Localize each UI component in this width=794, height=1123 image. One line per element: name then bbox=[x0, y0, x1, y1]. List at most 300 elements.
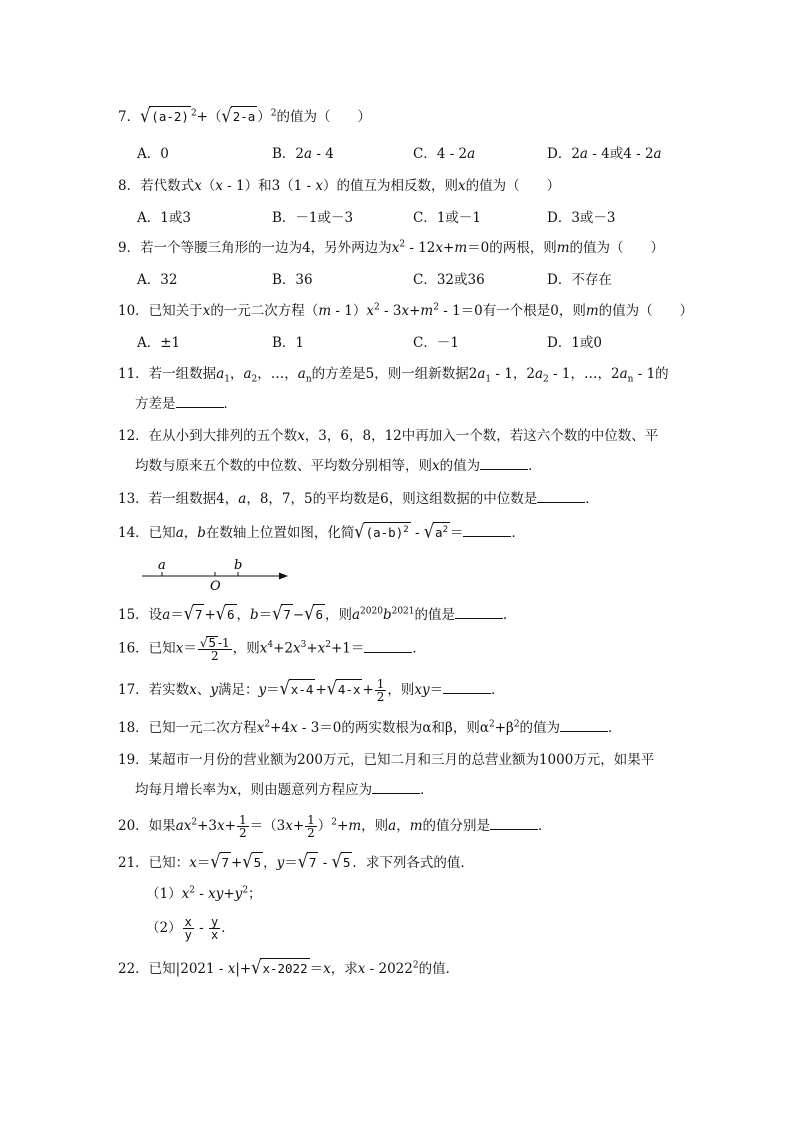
var-a: a bbox=[351, 607, 361, 623]
numerator: y bbox=[210, 915, 219, 929]
var-m: m bbox=[585, 303, 599, 319]
q12-text: ，3，6，8，12中再加入一个数，若这六个数的中位数、平 bbox=[304, 428, 659, 444]
var-x: x bbox=[317, 640, 326, 657]
fraction bbox=[237, 814, 249, 839]
q18-text: +β bbox=[494, 720, 514, 736]
q7-radicand-2: 2-a bbox=[231, 106, 258, 127]
q22-text: 的值． bbox=[418, 961, 460, 977]
question-19-line2 bbox=[135, 780, 434, 800]
var-x: x bbox=[289, 720, 298, 736]
var-m: m bbox=[420, 303, 434, 319]
question-11-line2 bbox=[135, 394, 237, 414]
question-15 bbox=[118, 604, 517, 625]
radicand: 5 bbox=[208, 635, 216, 650]
radical-icon: √ bbox=[304, 602, 315, 625]
q19-text: ． bbox=[420, 782, 434, 798]
q14-radicand-2 bbox=[433, 522, 450, 543]
sub: 1 bbox=[485, 374, 492, 385]
q22-text: 22．已知|2021 - bbox=[118, 961, 228, 977]
q12-text: 的值为 bbox=[439, 458, 481, 474]
q21-text: - bbox=[318, 855, 332, 871]
var-a: a bbox=[243, 366, 252, 382]
q12-text: 12．在从小到大排列的五个数 bbox=[118, 428, 298, 444]
question-16 bbox=[118, 636, 426, 662]
var-x: x bbox=[357, 961, 366, 977]
answer-blank[interactable] bbox=[480, 457, 528, 470]
exp: 2 bbox=[191, 817, 198, 828]
exp: 2 bbox=[513, 719, 520, 730]
label-origin: O bbox=[210, 579, 221, 592]
q21-text: ．求下列各式的值． bbox=[352, 855, 474, 871]
q14-text: ＝ bbox=[449, 525, 464, 541]
q21-text: 21．已知： bbox=[118, 855, 190, 871]
q11-text: 方差是 bbox=[135, 396, 176, 412]
answer-blank[interactable] bbox=[443, 681, 491, 694]
q21-text: + bbox=[231, 855, 243, 871]
var-m: m bbox=[409, 818, 423, 834]
radicand: 7 bbox=[281, 604, 293, 625]
radical-icon: √ bbox=[210, 850, 221, 873]
q18-text: ． bbox=[608, 720, 622, 736]
var-b: b bbox=[250, 607, 259, 623]
var-x: x bbox=[315, 178, 324, 194]
q10-text: - 1） bbox=[331, 303, 367, 319]
q7-option-b[interactable] bbox=[272, 144, 334, 164]
q22-text: |+ bbox=[235, 961, 252, 977]
var-m: m bbox=[348, 818, 362, 834]
var-a: a bbox=[388, 818, 397, 834]
exp: 2 bbox=[488, 719, 495, 730]
radicand: x-2022 bbox=[260, 958, 309, 979]
q15-text: ，则 bbox=[324, 607, 352, 623]
q21-text: - bbox=[194, 886, 209, 902]
q8-text: （ bbox=[201, 178, 216, 194]
denominator: 2 bbox=[307, 826, 315, 840]
answer-blank[interactable] bbox=[364, 640, 412, 653]
radicand: x-4 bbox=[289, 679, 316, 700]
q10-option-b[interactable]: B．1 bbox=[272, 335, 305, 351]
numerator: x bbox=[184, 915, 192, 929]
sub: 1 bbox=[224, 374, 230, 385]
radical-icon: √ bbox=[326, 677, 337, 700]
question-20 bbox=[118, 814, 552, 839]
radical-icon: √ bbox=[140, 104, 151, 127]
exp: 2020 bbox=[360, 606, 383, 617]
denominator: 2 bbox=[238, 826, 247, 840]
radical-icon: √ bbox=[183, 602, 194, 625]
q9-text: - 12 bbox=[405, 240, 436, 256]
q20-text: 20．如果 bbox=[118, 818, 176, 834]
var-x: x bbox=[227, 961, 236, 977]
q15-text: 的值是 bbox=[414, 607, 455, 623]
q19-text: ，则由题意列方程应为 bbox=[237, 782, 373, 798]
q11-text: 的方差是5，则一组新数据2 bbox=[311, 366, 478, 382]
radicand-text: (a-b) bbox=[365, 525, 404, 540]
radical-icon: √ bbox=[279, 677, 290, 700]
exp: 2 bbox=[242, 885, 249, 896]
q21-text: ； bbox=[248, 886, 262, 902]
opt-text: C．4 - 2 bbox=[413, 146, 468, 162]
question-21-part2 bbox=[146, 916, 235, 941]
question-19 bbox=[118, 750, 654, 770]
q7-option-a[interactable]: A．0 bbox=[137, 146, 169, 162]
var-xy: xy bbox=[414, 682, 430, 698]
var-x: x bbox=[202, 303, 211, 319]
q10-option-a[interactable]: A．±1 bbox=[137, 335, 181, 351]
var-a: a bbox=[175, 818, 184, 834]
q7-exp-2: 2 bbox=[270, 108, 277, 119]
q7-option-c[interactable] bbox=[413, 144, 475, 164]
q17-text: ，则 bbox=[387, 682, 415, 698]
var-a: a bbox=[216, 366, 225, 382]
var-x: x bbox=[323, 961, 331, 977]
var-y: y bbox=[276, 855, 285, 871]
radicand: 5 bbox=[252, 852, 264, 873]
exp: 4 bbox=[267, 640, 274, 650]
var-x: x bbox=[175, 640, 184, 657]
q22-text: ，求 bbox=[330, 961, 358, 977]
q16-text: ． bbox=[412, 640, 426, 657]
part-label: （1） bbox=[146, 886, 182, 902]
q8-option-d[interactable]: D．3或－3 bbox=[547, 210, 616, 226]
q8-text: - 1）和3（1 - bbox=[222, 178, 316, 194]
q11-text: ， bbox=[229, 366, 244, 382]
exp: 2 bbox=[403, 524, 409, 535]
radicand: 6 bbox=[225, 604, 237, 625]
q9-text: ＝0的两根，则 bbox=[467, 240, 557, 256]
q13-text: 13．若一组数据4， bbox=[118, 491, 239, 507]
var-x: x bbox=[217, 818, 225, 834]
var-xy: xy bbox=[208, 886, 224, 902]
radical-icon: √ bbox=[423, 520, 435, 543]
q14-text: ， bbox=[183, 525, 198, 541]
question-10 bbox=[118, 301, 693, 321]
var-x: x bbox=[215, 178, 223, 194]
exp: 2 bbox=[412, 960, 419, 971]
numerator: 1 bbox=[307, 813, 315, 827]
var-a: a bbox=[477, 366, 486, 382]
q20-text: + bbox=[337, 818, 349, 834]
radicand: 7 bbox=[193, 604, 205, 625]
var-y: y bbox=[258, 682, 267, 698]
opt-text: D．2 bbox=[547, 146, 580, 162]
answer-blank[interactable] bbox=[455, 606, 503, 619]
radical-icon: √ bbox=[251, 956, 262, 979]
answer-blank[interactable] bbox=[490, 817, 538, 830]
denominator: y bbox=[184, 928, 192, 942]
radical-icon: √ bbox=[215, 602, 226, 625]
exp: 2 bbox=[189, 885, 195, 896]
q13-text: ，8，7，5的平均数是6，则这组数据的中位数是 bbox=[246, 491, 538, 507]
q8-option-a[interactable]: A．1或3 bbox=[137, 210, 191, 226]
q20-text: ． bbox=[538, 818, 552, 834]
var-x: x bbox=[229, 782, 238, 798]
q7-radicand: (a-2) bbox=[149, 106, 191, 127]
answer-blank[interactable] bbox=[372, 781, 420, 794]
exp: 2 bbox=[373, 302, 380, 313]
var-x: x bbox=[366, 303, 374, 319]
q16-text: +2 bbox=[273, 640, 293, 657]
question-12-line2 bbox=[135, 456, 542, 476]
opt-text: B．2 bbox=[272, 146, 305, 162]
q7-text: +（ bbox=[196, 109, 222, 125]
q21-text: ＝ bbox=[284, 855, 298, 871]
answer-blank[interactable] bbox=[560, 719, 608, 732]
q17-text: + bbox=[362, 682, 374, 698]
fraction bbox=[375, 678, 387, 703]
q20-text: ，则 bbox=[361, 818, 389, 834]
question-13 bbox=[118, 489, 599, 509]
var-x: x bbox=[285, 818, 293, 834]
label-a: a bbox=[158, 558, 166, 573]
question-14 bbox=[118, 522, 525, 543]
exp: 2 bbox=[442, 524, 448, 535]
q11-text: - 1的 bbox=[633, 366, 669, 382]
q15-text: ． bbox=[503, 607, 517, 623]
q16-text: +1＝ bbox=[331, 640, 365, 657]
q17-text: + bbox=[315, 682, 327, 698]
answer-blank[interactable] bbox=[176, 395, 224, 408]
exp: 2 bbox=[331, 817, 337, 828]
q21-text: + bbox=[223, 886, 235, 902]
var-b: b bbox=[197, 525, 206, 541]
fraction bbox=[198, 636, 232, 662]
q13-text: ． bbox=[585, 491, 599, 507]
q17-text: ＝ bbox=[429, 682, 444, 698]
var-x: x bbox=[435, 240, 443, 256]
number-line-figure bbox=[140, 556, 300, 592]
var-m: m bbox=[318, 303, 332, 319]
fraction bbox=[209, 916, 220, 941]
exp: 3 bbox=[300, 640, 307, 650]
answer-blank[interactable] bbox=[537, 490, 585, 503]
var-x: x bbox=[189, 682, 197, 698]
var-y: y bbox=[234, 886, 243, 902]
question-12 bbox=[118, 426, 658, 446]
part-label: （2） bbox=[146, 920, 182, 936]
q10-text: + bbox=[409, 303, 421, 319]
q19-text: 19．某超市一月份的营业额为200万元，已知二月和三月的总营业额为1000万元，如果平 bbox=[118, 752, 655, 768]
var-x: x bbox=[256, 720, 265, 736]
q17-text: 17．若实数 bbox=[118, 682, 190, 698]
q7-exp: 2 bbox=[190, 108, 197, 119]
numerator: 1 bbox=[376, 677, 385, 691]
q21-text: ． bbox=[221, 920, 235, 936]
q14-text: 14．已知 bbox=[118, 525, 176, 541]
radical-icon: √ bbox=[331, 850, 342, 873]
numerator-rest: -1 bbox=[218, 636, 230, 650]
radicand: 5 bbox=[341, 852, 353, 873]
q7-number: 7． bbox=[118, 109, 141, 125]
opt-var: a bbox=[579, 146, 588, 162]
q8-text: ）的值互为相反数，则 bbox=[323, 178, 459, 194]
denominator: 2 bbox=[376, 690, 385, 704]
q7-text-3: 的值为（ ） bbox=[276, 109, 371, 125]
q9-option-b[interactable]: B．36 bbox=[272, 272, 313, 288]
var-b: b bbox=[382, 607, 392, 623]
q20-text: 的值分别是 bbox=[422, 818, 490, 834]
q22-text: - 2022 bbox=[365, 961, 413, 977]
radical-icon: √ bbox=[242, 850, 253, 873]
var-x: x bbox=[181, 886, 190, 902]
q20-text: +3 bbox=[197, 818, 218, 834]
radicand: 7 bbox=[307, 852, 319, 873]
q20-text: + bbox=[224, 818, 236, 834]
var-y: y bbox=[210, 682, 218, 698]
q17-text: ． bbox=[491, 682, 505, 698]
q10-text: 10．已知关于 bbox=[118, 303, 203, 319]
q16-text: ＝ bbox=[183, 640, 197, 657]
q17-text: ＝ bbox=[266, 682, 280, 698]
var-a: a bbox=[162, 607, 171, 623]
q12-text: ． bbox=[528, 458, 542, 474]
question-18 bbox=[118, 718, 622, 738]
q15-text: 15．设 bbox=[118, 607, 163, 623]
q14-radicand bbox=[364, 522, 411, 543]
var-a: a bbox=[534, 366, 544, 382]
radicand: 6 bbox=[313, 604, 325, 625]
answer-blank[interactable] bbox=[463, 524, 511, 537]
q10-text: 的一元二次方程（ bbox=[210, 303, 319, 319]
q14-text: - bbox=[410, 525, 424, 541]
q15-text: ＝ bbox=[170, 607, 184, 623]
q15-text: ， bbox=[236, 607, 251, 623]
q19-text: 均每月增长率为 bbox=[135, 782, 230, 798]
q7-option-d[interactable] bbox=[547, 144, 662, 164]
q20-text: + bbox=[292, 818, 305, 834]
q10-option-c[interactable]: C．－1 bbox=[413, 335, 459, 351]
opt-var: a bbox=[467, 146, 476, 162]
var-a: a bbox=[297, 366, 306, 382]
q11-text: ． bbox=[223, 396, 237, 412]
q18-text: - 3＝0的两实数根为α和β，则α bbox=[297, 720, 489, 736]
exp: 2 bbox=[325, 640, 331, 650]
question-17 bbox=[118, 678, 505, 703]
radicand-text: a bbox=[435, 525, 443, 540]
q16-text: ，则 bbox=[232, 640, 260, 657]
sub: 2 bbox=[251, 374, 258, 385]
q11-text: - 1，…，2 bbox=[548, 366, 620, 382]
q9-text: + bbox=[443, 240, 455, 256]
q9-option-c[interactable]: C．32或36 bbox=[413, 272, 485, 288]
q11-text: 11．若一组数据 bbox=[118, 366, 217, 382]
arrow-right-icon bbox=[279, 573, 288, 580]
q8-option-b[interactable]: B．－1或－3 bbox=[272, 210, 354, 226]
q9-option-d[interactable]: D．不存在 bbox=[547, 272, 612, 288]
numerator: 1 bbox=[238, 813, 247, 827]
sub: 2 bbox=[543, 374, 549, 385]
exp: 2 bbox=[399, 239, 406, 250]
q8-option-c[interactable]: C．1或－1 bbox=[413, 210, 482, 226]
q10-text: 的值为（ ） bbox=[598, 303, 694, 319]
q8-text: 的值为（ ） bbox=[465, 178, 561, 194]
question-21-part1 bbox=[146, 884, 262, 904]
denominator: x bbox=[210, 928, 219, 942]
radical-icon: √ bbox=[354, 520, 365, 543]
radical-icon: √ bbox=[221, 104, 232, 127]
var-x: x bbox=[183, 818, 192, 834]
question-22 bbox=[118, 958, 459, 979]
question-11 bbox=[118, 364, 669, 384]
var-x: x bbox=[401, 303, 410, 319]
radicand: 4-x bbox=[336, 679, 363, 700]
var-x: x bbox=[432, 458, 440, 474]
exp: 2 bbox=[264, 719, 271, 730]
q7-text-2: ） bbox=[257, 109, 271, 125]
var-x: x bbox=[391, 240, 400, 256]
var-m: m bbox=[454, 240, 468, 256]
radical-icon: √ bbox=[297, 850, 308, 873]
q10-text: - 3 bbox=[379, 303, 402, 319]
q15-text: + bbox=[204, 607, 216, 623]
question-8 bbox=[118, 176, 560, 196]
q15-text: − bbox=[292, 607, 305, 623]
var-x: x bbox=[189, 855, 197, 871]
question-9 bbox=[118, 238, 664, 258]
numerator: √5 -1 bbox=[199, 635, 230, 650]
q17-text: 满足： bbox=[217, 682, 259, 698]
var-a: a bbox=[619, 366, 628, 382]
q9-text: 9．若一个等腰三角形的一边为4，另外两边为 bbox=[118, 240, 392, 256]
question-21 bbox=[118, 852, 474, 873]
q11-text: - 1，2 bbox=[491, 366, 535, 382]
exp: 2021 bbox=[391, 606, 415, 617]
q17-text: 、 bbox=[196, 682, 211, 698]
var-x: x bbox=[458, 178, 466, 194]
var-a: a bbox=[175, 525, 184, 541]
q16-text: 16．已知 bbox=[118, 640, 176, 657]
exp: 2 bbox=[433, 302, 439, 313]
fraction bbox=[183, 916, 194, 941]
radical-icon: √ bbox=[272, 602, 283, 625]
q14-text: 在数轴上位置如图，化简 bbox=[205, 525, 355, 541]
var-x: x bbox=[297, 428, 305, 444]
q12-text: 均数与原来五个数的中位数、平均数分别相等，则 bbox=[135, 458, 432, 474]
q16-text: + bbox=[306, 640, 318, 657]
q11-text: ，…， bbox=[257, 366, 298, 382]
opt-var: a bbox=[304, 146, 313, 162]
q14-text: ． bbox=[511, 525, 525, 541]
label-b: b bbox=[234, 558, 243, 573]
q21-text: - bbox=[194, 920, 208, 936]
q18-text: +4 bbox=[270, 720, 290, 736]
var-m: m bbox=[556, 240, 570, 256]
q10-text: - 1＝0有一个根是0，则 bbox=[438, 303, 586, 319]
q21-text: ＝ bbox=[196, 855, 211, 871]
q21-text: ， bbox=[263, 855, 277, 871]
q20-text: ） bbox=[317, 818, 332, 834]
q18-text: 的值为 bbox=[519, 720, 561, 736]
denominator: 2 bbox=[210, 649, 219, 663]
q8-text: 8．若代数式 bbox=[118, 178, 195, 194]
q22-text: ＝ bbox=[309, 961, 324, 977]
q20-text: ＝（3 bbox=[249, 818, 286, 834]
sub: n bbox=[305, 374, 312, 385]
q10-option-d[interactable]: D．1或0 bbox=[547, 335, 603, 351]
var-x: x bbox=[194, 178, 202, 194]
fraction bbox=[305, 814, 317, 839]
q9-option-a[interactable]: A．32 bbox=[137, 272, 178, 288]
opt-text: - 4 bbox=[312, 146, 334, 162]
opt-text: - 4或4 - 2 bbox=[587, 146, 654, 162]
opt-var: a bbox=[653, 146, 662, 162]
q18-text: 18．已知一元二次方程 bbox=[118, 720, 257, 736]
q15-text: ＝ bbox=[258, 607, 273, 623]
radicand: 7 bbox=[220, 852, 232, 873]
q9-text: 的值为（ ） bbox=[569, 240, 665, 256]
q20-text: ， bbox=[396, 818, 410, 834]
question-7 bbox=[118, 106, 371, 127]
